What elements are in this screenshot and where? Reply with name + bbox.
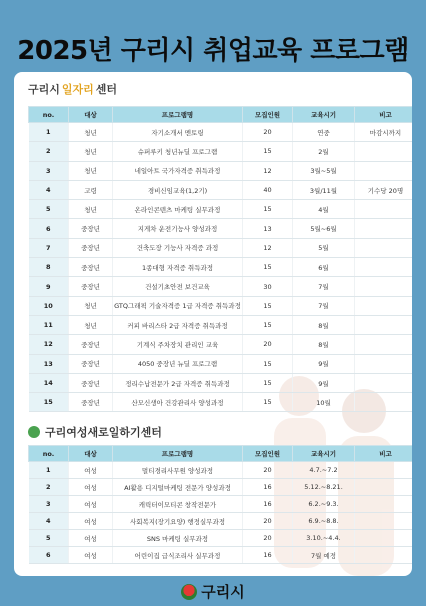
jobs-center-logo: 구리시 일자리 센터 [28, 83, 118, 96]
table-cell [355, 373, 413, 392]
table-cell: 청년 [69, 315, 113, 334]
city-emblem-icon [181, 584, 197, 600]
table-cell: 캐릭터이모티콘 창작전문가 [113, 496, 243, 513]
table-cell: 중장년 [69, 238, 113, 257]
table-cell: 청년 [69, 200, 113, 219]
women-center-table [28, 445, 412, 564]
table-cell: 청년 [69, 123, 113, 142]
table-cell: 15 [29, 393, 69, 412]
table-cell: 5월 [293, 238, 355, 257]
table-row [29, 513, 413, 530]
table-cell: 4.7.~7.2 [293, 462, 355, 479]
table-cell: 중장년 [69, 335, 113, 354]
table-cell: 8월 [293, 315, 355, 334]
table-row [29, 373, 413, 392]
table-cell [355, 258, 413, 277]
table-cell: 15 [243, 393, 293, 412]
table-cell [355, 496, 413, 513]
table-row [29, 219, 413, 238]
table-cell: 6 [29, 547, 69, 564]
table-cell: GTQ그래픽 기술자격증 1급 자격증 취득과정 [113, 296, 243, 315]
table-cell: 12 [29, 335, 69, 354]
col-period: 교육시기 [293, 107, 355, 123]
table-cell: 마감시까지 [355, 123, 413, 142]
table-cell: 3.10.~4.4. [293, 530, 355, 547]
table-cell: 4 [29, 513, 69, 530]
table-cell: AI활용 디지털마케팅 전문가 양성과정 [113, 479, 243, 496]
table-cell: 3월~5월 [293, 161, 355, 180]
table-cell: 8월 [293, 335, 355, 354]
table-row [29, 496, 413, 513]
table-cell: 청년 [69, 296, 113, 315]
table-cell: 12 [243, 238, 293, 257]
table-cell: 중장년 [69, 354, 113, 373]
table-cell: 10 [29, 296, 69, 315]
table-cell: 15 [243, 200, 293, 219]
table-cell: 10월 [293, 393, 355, 412]
table-cell: 4050 중장년 뉴딜 프로그램 [113, 354, 243, 373]
table-cell: 16 [243, 479, 293, 496]
table-cell: 20 [243, 123, 293, 142]
table-cell [355, 315, 413, 334]
table-cell: 6월 [293, 258, 355, 277]
table-cell [355, 335, 413, 354]
table-cell: 건축도장 기능사 자격증 과정 [113, 238, 243, 257]
table-cell: 2 [29, 142, 69, 161]
table-cell: 고령 [69, 180, 113, 199]
table-cell: 3월/11월 [293, 180, 355, 199]
table-cell [355, 513, 413, 530]
table-cell: 산모신생아 건강관리사 양성과정 [113, 393, 243, 412]
table-cell: 15 [243, 315, 293, 334]
col-period: 교육시기 [293, 446, 355, 462]
footer-logo [0, 581, 426, 602]
table-cell: 16 [243, 496, 293, 513]
col-no: no. [29, 107, 69, 123]
table-cell: 14 [29, 373, 69, 392]
table-cell: 지게차 운전기능사 양성과정 [113, 219, 243, 238]
table-cell: 건설기초안전 보건교육 [113, 277, 243, 296]
table-row [29, 180, 413, 199]
table-cell: 여성 [69, 462, 113, 479]
table-cell [355, 530, 413, 547]
table-cell [355, 479, 413, 496]
table-cell: 40 [243, 180, 293, 199]
table-cell: 네일아트 국가자격증 취득과정 [113, 161, 243, 180]
col-no: no. [29, 446, 69, 462]
table-row [29, 547, 413, 564]
table-cell [355, 219, 413, 238]
table-cell: 자기소개서 멘토링 [113, 123, 243, 142]
table-cell: 멀티경리사무원 양성과정 [113, 462, 243, 479]
col-capacity: 모집인원 [243, 107, 293, 123]
table-cell: 5 [29, 200, 69, 219]
table-cell: 3 [29, 161, 69, 180]
table-cell: 중장년 [69, 219, 113, 238]
table-cell: 12 [243, 161, 293, 180]
table-cell: 7월 [293, 277, 355, 296]
table-cell: 7 [29, 238, 69, 257]
table-cell: 16 [243, 547, 293, 564]
leaf-logo-icon [28, 426, 40, 438]
table-cell: 8 [29, 258, 69, 277]
table-cell: 15 [243, 354, 293, 373]
table-row [29, 462, 413, 479]
table-cell: 2 [29, 479, 69, 496]
col-note: 비고 [355, 446, 413, 462]
table-cell: 13 [29, 354, 69, 373]
page-title: 2025년 구리시 취업교육 프로그램 [17, 36, 409, 66]
table-cell: 여성 [69, 479, 113, 496]
table-row [29, 277, 413, 296]
table-row [29, 258, 413, 277]
table-cell: 청년 [69, 142, 113, 161]
table-cell [355, 354, 413, 373]
table-cell: 15 [243, 142, 293, 161]
table-cell: 중장년 [69, 393, 113, 412]
table-cell: 여성 [69, 513, 113, 530]
table-cell [355, 296, 413, 315]
table-cell: 30 [243, 277, 293, 296]
table-row [29, 479, 413, 496]
table-cell: 4 [29, 180, 69, 199]
table-cell: 커피 바리스타 2급 자격증 취득과정 [113, 315, 243, 334]
table-row [29, 296, 413, 315]
table-cell: 5월~6월 [293, 219, 355, 238]
table-cell: 5.12.~8.21. [293, 479, 355, 496]
table-cell: 6.9.~8.8. [293, 513, 355, 530]
content-card [14, 72, 412, 576]
table-row [29, 393, 413, 412]
jobs-center-table [28, 106, 412, 412]
table-cell: 1종대형 자격증 취득과정 [113, 258, 243, 277]
table-row [29, 238, 413, 257]
table-cell: 7월 [293, 296, 355, 315]
table-cell: 사회복지(장기요양) 행정실무과정 [113, 513, 243, 530]
table-cell: 15 [243, 258, 293, 277]
table-cell: 20 [243, 335, 293, 354]
table-cell: 5 [29, 530, 69, 547]
table-cell [355, 200, 413, 219]
table-cell: 여성 [69, 530, 113, 547]
table-cell [355, 238, 413, 257]
table-cell [355, 393, 413, 412]
table-cell: 6 [29, 219, 69, 238]
table-cell: 7월 예정 [293, 547, 355, 564]
table-cell: SNS 마케팅 실무과정 [113, 530, 243, 547]
table-row [29, 142, 413, 161]
table-row [29, 315, 413, 334]
table-cell: 슈퍼루키 청년뉴딜 프로그램 [113, 142, 243, 161]
table-header-row [29, 107, 413, 123]
table-cell: 정리수납전문가 2급 자격증 취득과정 [113, 373, 243, 392]
table-cell: 1 [29, 123, 69, 142]
table-cell: 1 [29, 462, 69, 479]
table-cell: 3 [29, 496, 69, 513]
table-cell: 중장년 [69, 258, 113, 277]
col-capacity: 모집인원 [243, 446, 293, 462]
table-cell: 11 [29, 315, 69, 334]
table-row [29, 161, 413, 180]
table-cell: 20 [243, 530, 293, 547]
table-cell: 여성 [69, 496, 113, 513]
table-cell [355, 277, 413, 296]
table-cell: 20 [243, 513, 293, 530]
col-target: 대상 [69, 446, 113, 462]
table-cell [355, 547, 413, 564]
table-cell: 기수당 20명 [355, 180, 413, 199]
table-cell: 9 [29, 277, 69, 296]
table-row [29, 530, 413, 547]
women-center-heading [28, 424, 162, 440]
table-row [29, 354, 413, 373]
table-cell [355, 161, 413, 180]
col-program: 프로그램명 [113, 107, 243, 123]
table-row [29, 200, 413, 219]
city-name: 구리시 [201, 583, 245, 601]
table-cell: 2월 [293, 142, 355, 161]
table-cell: 15 [243, 296, 293, 315]
table-cell: 4월 [293, 200, 355, 219]
table-cell: 9월 [293, 354, 355, 373]
table-cell: 중장년 [69, 373, 113, 392]
col-program: 프로그램명 [113, 446, 243, 462]
table-cell: 온라인콘텐츠 마케팅 실무과정 [113, 200, 243, 219]
table-cell: 기계식 주차장치 관리인 교육 [113, 335, 243, 354]
table-row [29, 335, 413, 354]
table-cell: 경비신임교육(1,2기) [113, 180, 243, 199]
table-cell: 9월 [293, 373, 355, 392]
table-row [29, 123, 413, 142]
table-cell: 13 [243, 219, 293, 238]
table-cell: 어린이집 급식조리사 실무과정 [113, 547, 243, 564]
table-cell: 6.2.~9.3. [293, 496, 355, 513]
table-cell [355, 142, 413, 161]
table-cell: 연중 [293, 123, 355, 142]
table-cell: 20 [243, 462, 293, 479]
col-note: 비고 [355, 107, 413, 123]
table-cell [355, 462, 413, 479]
table-cell: 중장년 [69, 277, 113, 296]
col-target: 대상 [69, 107, 113, 123]
women-center-name: 구리여성새로일하기센터 [45, 426, 162, 439]
table-cell: 여성 [69, 547, 113, 564]
table-cell: 청년 [69, 161, 113, 180]
table-header-row [29, 446, 413, 462]
table-cell: 15 [243, 373, 293, 392]
